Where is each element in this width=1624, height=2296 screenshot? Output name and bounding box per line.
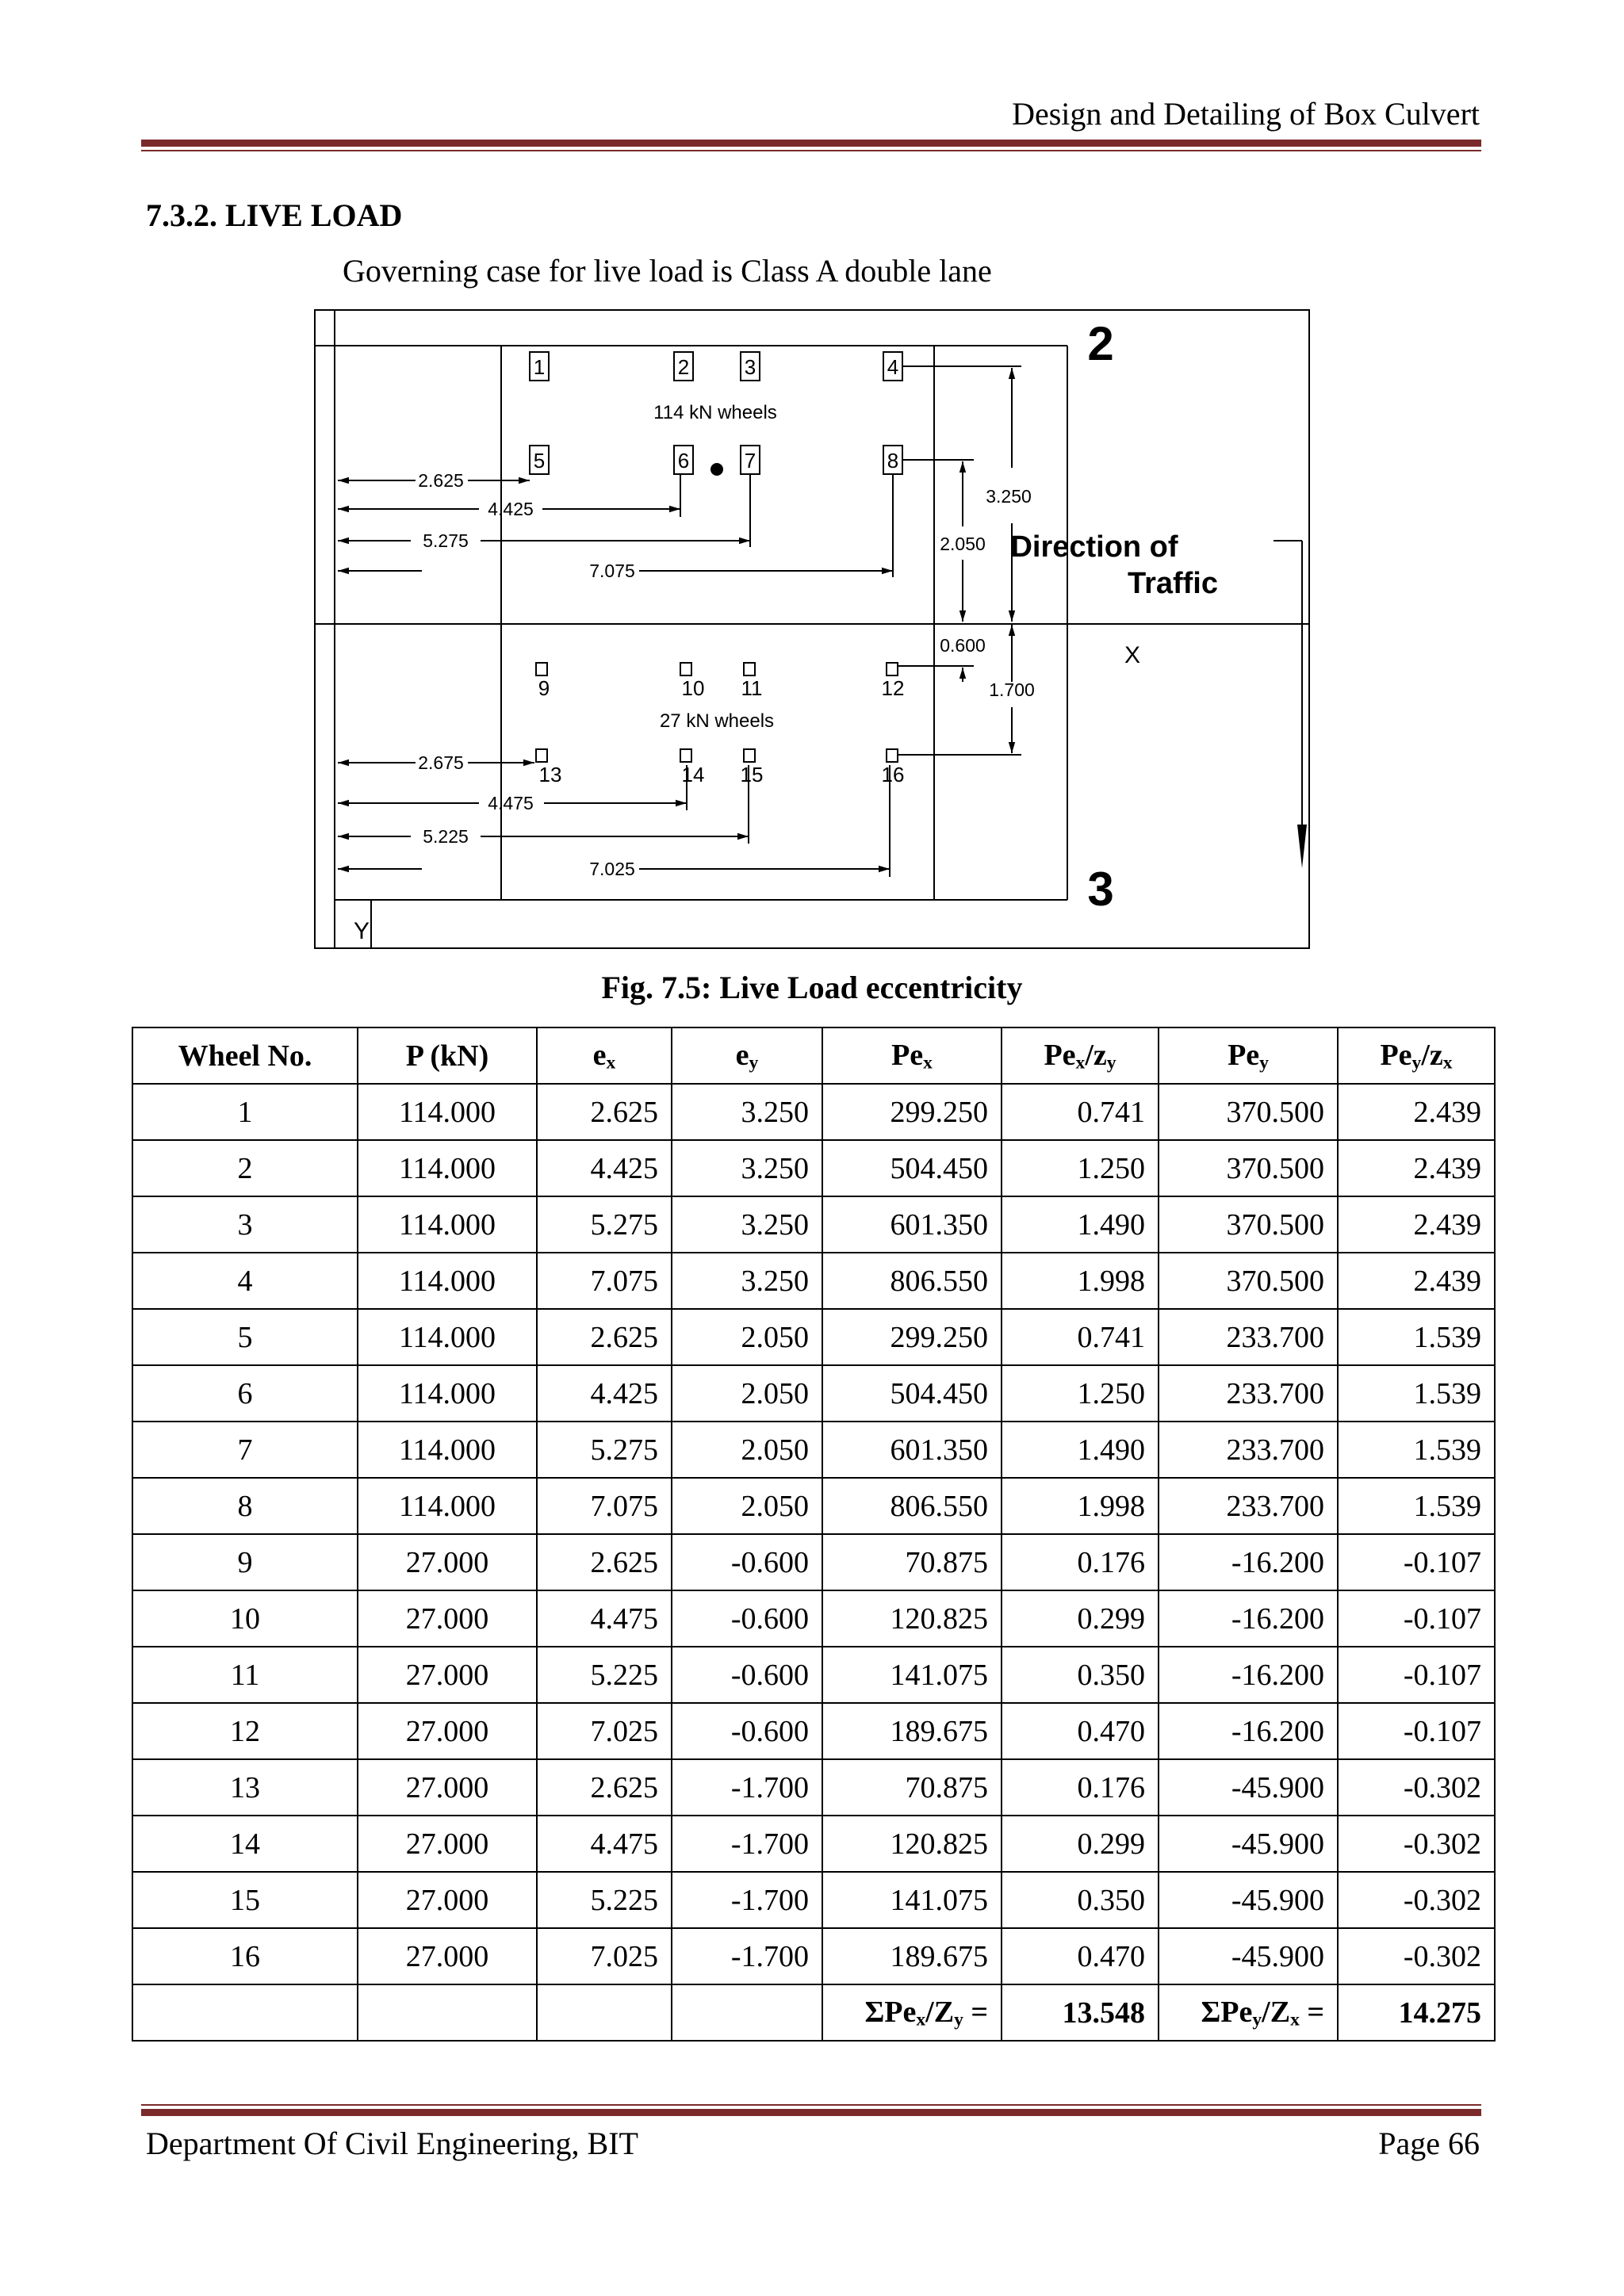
table-cell: 27.000: [358, 1928, 537, 1984]
table-cell: 27.000: [358, 1872, 537, 1928]
table-cell: 5.225: [537, 1647, 672, 1703]
table-cell: -16.200: [1159, 1703, 1338, 1759]
table-cell: 13: [132, 1759, 358, 1816]
corner-label-3: 3: [1087, 863, 1114, 916]
table-cell: 4: [132, 1253, 358, 1309]
sum-pex-zy-value: 13.548: [1002, 1984, 1159, 2041]
table-cell: 12: [132, 1703, 358, 1759]
table-row: [132, 1928, 1495, 1984]
table-cell: -1.700: [672, 1928, 822, 1984]
footer-rule-thin: [141, 2104, 1481, 2106]
table-cell: 0.299: [1002, 1816, 1159, 1872]
header-pey-zx: $Pe_y/z_x$: [1338, 1027, 1495, 1084]
header-rule-thin: [141, 150, 1481, 151]
section-heading: 7.3.2. LIVE LOAD: [146, 197, 403, 233]
table-cell: 1.490: [1002, 1196, 1159, 1253]
table-cell: 0.741: [1002, 1084, 1159, 1140]
table-cell: 504.450: [822, 1140, 1002, 1196]
table-cell: -1.700: [672, 1759, 822, 1816]
table-cell: 504.450: [822, 1365, 1002, 1422]
table-cell: 14: [132, 1816, 358, 1872]
eccentricity-table: [132, 1027, 1496, 2042]
table-cell: 15: [132, 1872, 358, 1928]
table-cell: 0.299: [1002, 1590, 1159, 1647]
table-cell: 27.000: [358, 1759, 537, 1816]
dim-vert-3: 0.600: [940, 635, 986, 656]
table-cell: 806.550: [822, 1478, 1002, 1534]
y-axis-label: Y: [353, 918, 370, 944]
dim-lower-2: 4.475: [488, 793, 534, 813]
table-cell: 114.000: [358, 1140, 537, 1196]
table-row: [132, 1422, 1495, 1478]
table-cell: -45.900: [1159, 1759, 1338, 1816]
wheel-4-label: 4: [887, 355, 899, 379]
table-cell: 10: [132, 1590, 358, 1647]
wheel-2-label: 2: [677, 355, 690, 379]
table-cell: 4.475: [537, 1590, 672, 1647]
table-cell: 3.250: [672, 1253, 822, 1309]
table-cell: 9: [132, 1534, 358, 1590]
table-cell: 2.050: [672, 1478, 822, 1534]
table-cell: -0.107: [1338, 1647, 1495, 1703]
table-cell: 7: [132, 1422, 358, 1478]
sum-pey-zx-label: $\Sigma Pe_y/Z_x$ =: [1159, 1984, 1338, 2041]
table-cell: 27.000: [358, 1534, 537, 1590]
sum-pey-zx-value: 14.275: [1338, 1984, 1495, 2041]
dim-vert-1: 3.250: [986, 486, 1032, 507]
table-cell: 5: [132, 1309, 358, 1365]
table-cell: 233.700: [1159, 1365, 1338, 1422]
table-cell: 114.000: [358, 1084, 537, 1140]
intro-text: Governing case for live load is Class A double lane: [343, 253, 992, 289]
dim-upper-3: 5.275: [423, 530, 469, 551]
table-cell: -16.200: [1159, 1590, 1338, 1647]
table-cell: -0.107: [1338, 1590, 1495, 1647]
table-cell: 114.000: [358, 1365, 537, 1422]
table-row: [132, 1365, 1495, 1422]
table-cell: 299.250: [822, 1084, 1002, 1140]
wheel-14-label: 14: [681, 763, 705, 786]
table-cell: 1.998: [1002, 1478, 1159, 1534]
table-cell: 27.000: [358, 1816, 537, 1872]
header-p: P (kN): [358, 1027, 537, 1084]
totals-empty: [672, 1984, 822, 2041]
table-cell: 114.000: [358, 1196, 537, 1253]
light-wheels-label: 27 kN wheels: [659, 710, 775, 732]
table-cell: 1.490: [1002, 1422, 1159, 1478]
totals-empty: [537, 1984, 672, 2041]
table-header-row: [132, 1027, 1495, 1084]
table-cell: 5.225: [537, 1872, 672, 1928]
table-cell: 114.000: [358, 1309, 537, 1365]
dim-upper-4: 7.075: [589, 561, 635, 581]
dim-upper-2: 4.425: [488, 499, 534, 519]
dim-lower-4: 7.025: [589, 859, 635, 879]
table-cell: 233.700: [1159, 1422, 1338, 1478]
wheel-15-label: 15: [740, 763, 764, 786]
table-cell: 7.025: [537, 1703, 672, 1759]
totals-row: [132, 1984, 1495, 2041]
table-cell: 2.439: [1338, 1140, 1495, 1196]
table-row: [132, 1816, 1495, 1872]
table-row: [132, 1196, 1495, 1253]
table-cell: 114.000: [358, 1422, 537, 1478]
table-cell: 2.625: [537, 1534, 672, 1590]
table-cell: 27.000: [358, 1590, 537, 1647]
wheel-6-label: 6: [677, 449, 690, 473]
table-cell: 4.475: [537, 1816, 672, 1872]
table-cell: 370.500: [1159, 1196, 1338, 1253]
table-cell: 1.539: [1338, 1309, 1495, 1365]
table-cell: 3.250: [672, 1140, 822, 1196]
header-title: Design and Detailing of Box Culvert: [1012, 96, 1480, 132]
table-cell: 141.075: [822, 1647, 1002, 1703]
table-cell: 370.500: [1159, 1253, 1338, 1309]
table-cell: 370.500: [1159, 1084, 1338, 1140]
footer-department: Department Of Civil Engineering, BIT: [146, 2126, 638, 2161]
footer-rule: [141, 2109, 1481, 2116]
table-cell: 2.050: [672, 1422, 822, 1478]
table-cell: 2.625: [537, 1309, 672, 1365]
table-body: [132, 1084, 1495, 1984]
table-row: [132, 1140, 1495, 1196]
table-cell: 233.700: [1159, 1309, 1338, 1365]
dim-lower-3: 5.225: [423, 826, 469, 847]
header-ex: $e_x$: [537, 1027, 672, 1084]
table-cell: 1.539: [1338, 1478, 1495, 1534]
wheel-5-label: 5: [533, 449, 546, 473]
table-row: [132, 1703, 1495, 1759]
table-cell: 0.470: [1002, 1928, 1159, 1984]
sum-pex-zy-label: $\Sigma Pe_x/Z_y$ =: [822, 1984, 1002, 2041]
table-cell: 2.050: [672, 1365, 822, 1422]
table-cell: 5.275: [537, 1422, 672, 1478]
heavy-wheels-label: 114 kN wheels: [653, 402, 777, 423]
header-pex: $Pe_x$: [822, 1027, 1002, 1084]
table-cell: 7.075: [537, 1253, 672, 1309]
table-cell: -0.600: [672, 1590, 822, 1647]
table-cell: 2.050: [672, 1309, 822, 1365]
table-cell: 70.875: [822, 1759, 1002, 1816]
table-cell: 0.176: [1002, 1534, 1159, 1590]
table-cell: -16.200: [1159, 1647, 1338, 1703]
table-cell: 114.000: [358, 1253, 537, 1309]
table-row: [132, 1590, 1495, 1647]
table-row: [132, 1872, 1495, 1928]
table-cell: 114.000: [358, 1478, 537, 1534]
table-cell: 70.875: [822, 1534, 1002, 1590]
figure-caption: Fig. 7.5: Live Load eccentricity: [601, 970, 1023, 1005]
traffic-arrow-icon: [1297, 825, 1307, 868]
table-cell: 0.350: [1002, 1647, 1159, 1703]
table-cell: 1.250: [1002, 1365, 1159, 1422]
table-row: [132, 1309, 1495, 1365]
header-rule: [141, 140, 1481, 147]
header-ey: $e_y$: [672, 1027, 822, 1084]
header-pey: $Pe_y$: [1159, 1027, 1338, 1084]
table-row: [132, 1253, 1495, 1309]
table-cell: 4.425: [537, 1365, 672, 1422]
wheel-3-label: 3: [744, 355, 756, 379]
wheel-13-label: 13: [538, 763, 562, 786]
table-cell: 0.741: [1002, 1309, 1159, 1365]
table-cell: -45.900: [1159, 1816, 1338, 1872]
table-cell: 5.275: [537, 1196, 672, 1253]
table-cell: 6: [132, 1365, 358, 1422]
table-cell: -16.200: [1159, 1534, 1338, 1590]
wheel-9-label: 9: [538, 676, 550, 700]
table-cell: 16: [132, 1928, 358, 1984]
direction-label-line1: Direction of: [1010, 530, 1178, 564]
table-cell: 4.425: [537, 1140, 672, 1196]
table-cell: -1.700: [672, 1816, 822, 1872]
table-cell: 2.439: [1338, 1253, 1495, 1309]
table-cell: 11: [132, 1647, 358, 1703]
table-cell: 3.250: [672, 1084, 822, 1140]
table-cell: 1.539: [1338, 1365, 1495, 1422]
table-cell: 601.350: [822, 1422, 1002, 1478]
table-row: [132, 1084, 1495, 1140]
table-cell: 299.250: [822, 1309, 1002, 1365]
table-cell: 189.675: [822, 1928, 1002, 1984]
table-cell: 120.825: [822, 1590, 1002, 1647]
dim-vert-2: 2.050: [940, 534, 986, 554]
wheel-10-label: 10: [681, 676, 705, 700]
table-row: [132, 1759, 1495, 1816]
table-cell: 8: [132, 1478, 358, 1534]
x-axis-label: X: [1124, 642, 1141, 668]
load-centroid: [710, 463, 723, 476]
table-cell: -0.600: [672, 1703, 822, 1759]
direction-label-line2: Traffic: [1127, 567, 1218, 600]
table-cell: 27.000: [358, 1647, 537, 1703]
table-row: [132, 1478, 1495, 1534]
table-cell: 370.500: [1159, 1140, 1338, 1196]
dim-vert-4: 1.700: [989, 679, 1035, 700]
wheel-12-label: 12: [881, 676, 905, 700]
table-cell: -0.302: [1338, 1872, 1495, 1928]
header-wheel-no: Wheel No.: [132, 1027, 358, 1084]
table-cell: 1: [132, 1084, 358, 1140]
wheel-1-label: 1: [533, 355, 546, 379]
table-cell: 601.350: [822, 1196, 1002, 1253]
table-cell: 2.439: [1338, 1196, 1495, 1253]
totals-empty: [358, 1984, 537, 2041]
footer-page-number: Page 66: [1378, 2126, 1480, 2161]
table-cell: 3.250: [672, 1196, 822, 1253]
table-cell: -0.107: [1338, 1703, 1495, 1759]
table-cell: -0.107: [1338, 1534, 1495, 1590]
table-cell: 7.025: [537, 1928, 672, 1984]
table-cell: -0.302: [1338, 1759, 1495, 1816]
table-cell: 120.825: [822, 1816, 1002, 1872]
table-cell: 2.439: [1338, 1084, 1495, 1140]
header-pex-zy: $Pe_x/z_y$: [1002, 1027, 1159, 1084]
table-cell: 1.998: [1002, 1253, 1159, 1309]
wheel-7-label: 7: [744, 449, 756, 473]
table-cell: 2.625: [537, 1759, 672, 1816]
dim-lower-1: 2.675: [418, 752, 464, 773]
table-cell: 3: [132, 1196, 358, 1253]
live-load-figure: [314, 309, 1310, 950]
table-cell: 2: [132, 1140, 358, 1196]
table-cell: -45.900: [1159, 1872, 1338, 1928]
table-cell: 0.470: [1002, 1703, 1159, 1759]
table-cell: -0.302: [1338, 1816, 1495, 1872]
table-cell: -45.900: [1159, 1928, 1338, 1984]
table-cell: 1.250: [1002, 1140, 1159, 1196]
corner-label-2: 2: [1087, 317, 1114, 370]
totals-empty: [132, 1984, 358, 2041]
wheel-8-label: 8: [887, 449, 899, 473]
table-cell: 2.625: [537, 1084, 672, 1140]
table-row: [132, 1647, 1495, 1703]
table-cell: -0.600: [672, 1534, 822, 1590]
table-cell: 27.000: [358, 1703, 537, 1759]
table-cell: 189.675: [822, 1703, 1002, 1759]
table-cell: 141.075: [822, 1872, 1002, 1928]
table-row: [132, 1534, 1495, 1590]
dim-upper-1: 2.625: [418, 470, 464, 491]
wheel-11-label: 11: [741, 676, 763, 700]
table-cell: 7.075: [537, 1478, 672, 1534]
table-cell: 1.539: [1338, 1422, 1495, 1478]
table-cell: 806.550: [822, 1253, 1002, 1309]
table-cell: 0.176: [1002, 1759, 1159, 1816]
wheel-16-label: 16: [881, 763, 905, 786]
table-cell: -1.700: [672, 1872, 822, 1928]
table-cell: -0.600: [672, 1647, 822, 1703]
table-cell: -0.302: [1338, 1928, 1495, 1984]
table-cell: 0.350: [1002, 1872, 1159, 1928]
table-cell: 233.700: [1159, 1478, 1338, 1534]
